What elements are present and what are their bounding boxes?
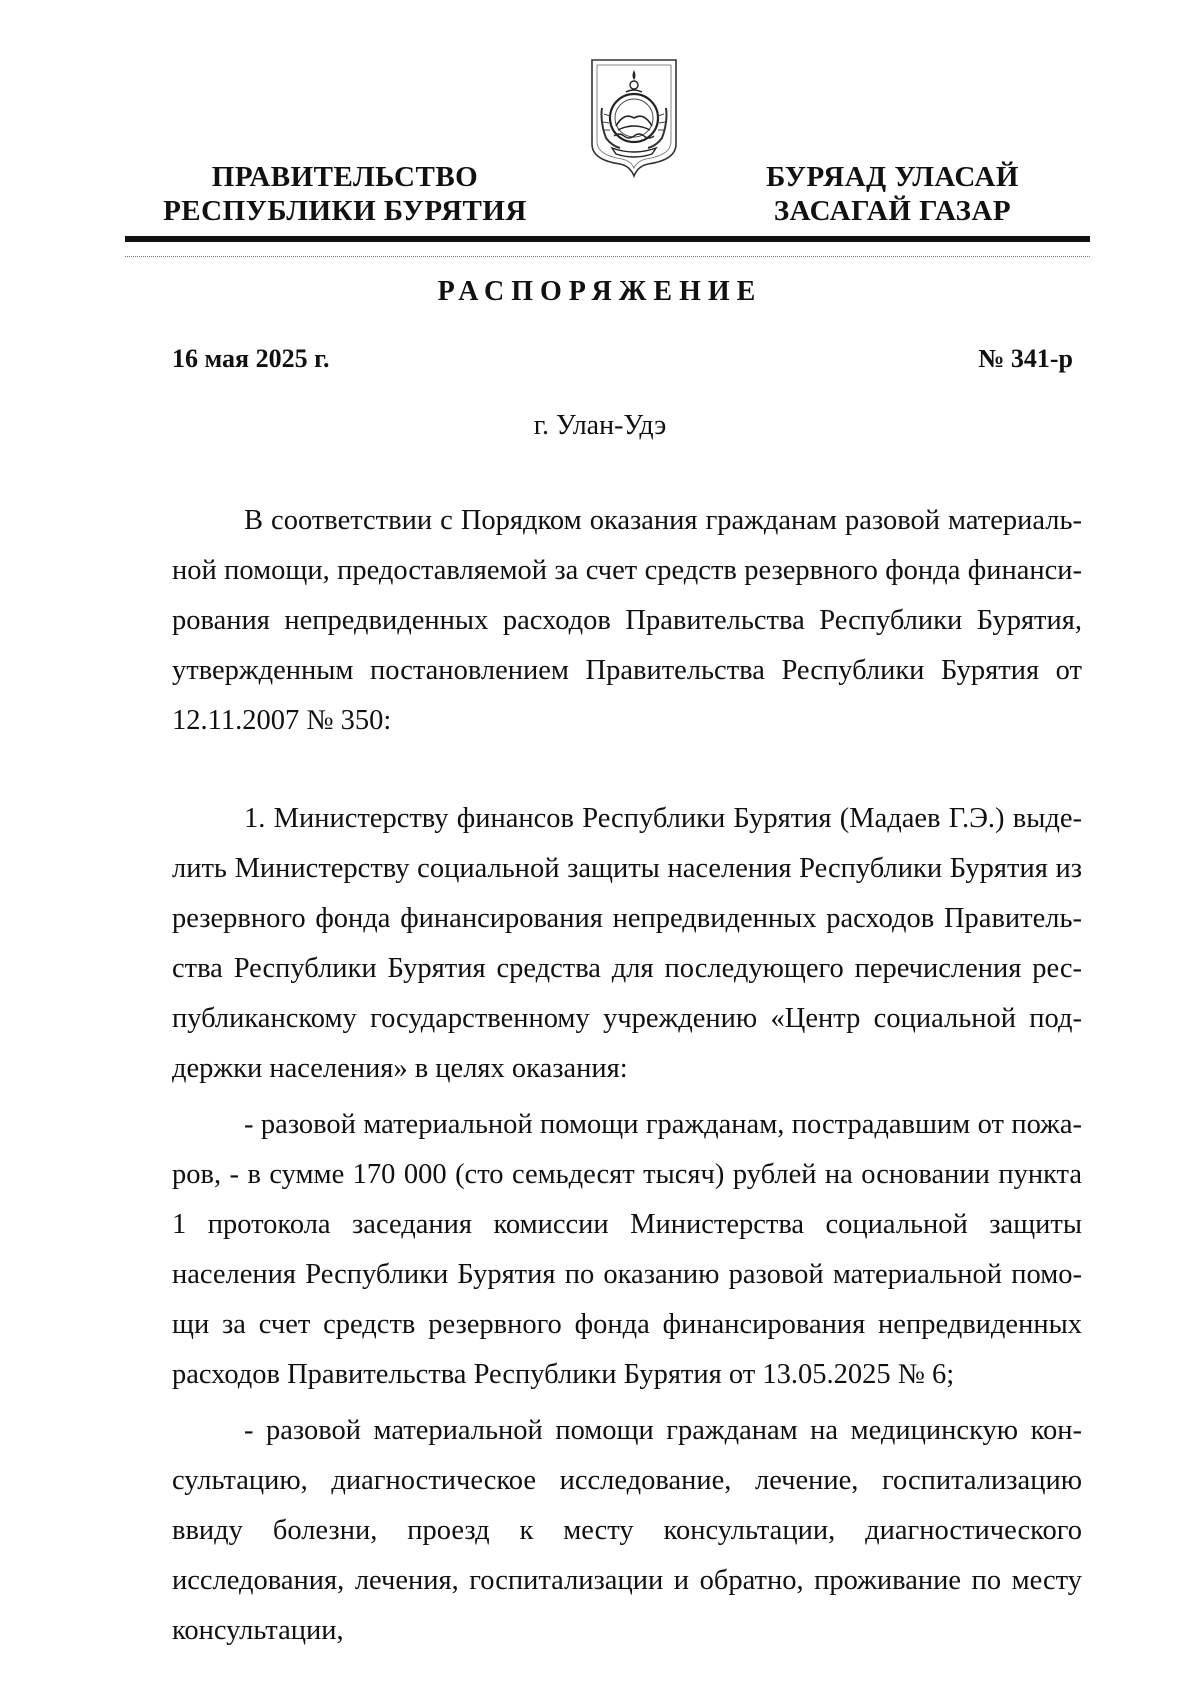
header-divider-thin [125, 256, 1090, 257]
document-city: г. Улан-Удэ [533, 410, 667, 441]
org-name-russian [130, 160, 560, 228]
org-name-russian-line2: РЕСПУБЛИКИ БУРЯТИЯ [163, 195, 527, 227]
org-name-buryat-line2: ЗАСАГАЙ ГАЗАР [773, 195, 1012, 227]
org-name-russian-line1: ПРАВИТЕЛЬСТВО [211, 161, 479, 193]
subitem-fire-assistance: - разовой материальной помощи гражданам, пострадавшим от пожаров, - в сумме 170 000 (сто семьдесят тысяч) рублей на основании пункта 1 протокола заседания комиссии Министерства социальной защиты населения Республики Бурятия по оказанию разовой материальной помощи за счет средств резервного фонда финансирования непредвиденных расходов Правительства Республики Бурятия от 13.05.2025 № 6; [172, 1109, 1082, 1390]
coat-of-arms-icon [588, 56, 680, 178]
point-1-paragraph: 1. Министерству финансов Республики Бурятия (Мадаев Г.Э.) выделить Министерству социальной защиты населения Республики Бурятия из резервного фонда финансирования непредвиденных расходов Правительства Республики Бурятия средства для последующего перечисления республиканскому государственному учреждению «Центр социальной поддержки населения» в целях оказания: [172, 803, 1082, 1084]
subitem-medical-assistance: - разовой материальной помощи гражданам на медицинскую консультацию, диагностическое исследование, лечение, госпитализацию ввиду болезни, проезд к месту консультации, диагностического исследования, лечения, госпитализации и обратно, проживание по месту консультации, [172, 1415, 1082, 1646]
header-divider-thick [125, 236, 1090, 242]
org-name-buryat-line1: БУРЯАД УЛАСАЙ [766, 161, 1019, 193]
preamble-paragraph: В соответствии с Порядком оказания гражданам разовой материальной помощи, предоставляемой за счет средств резервного фонда финансирования непредвиденных расходов Правительства Республики Бурятия, утвержденным постановлением Правительства Республики Бурятия от 12.11.2007 № 350: [172, 505, 1082, 736]
document-type-title: РАСПОРЯЖЕНИЕ [437, 276, 763, 307]
org-name-buryat [715, 160, 1070, 228]
preamble-section [172, 496, 1082, 746]
document-number: № 341-р [978, 344, 1073, 373]
document-date: 16 мая 2025 г. [172, 344, 330, 373]
point-1-section [172, 794, 1082, 1656]
